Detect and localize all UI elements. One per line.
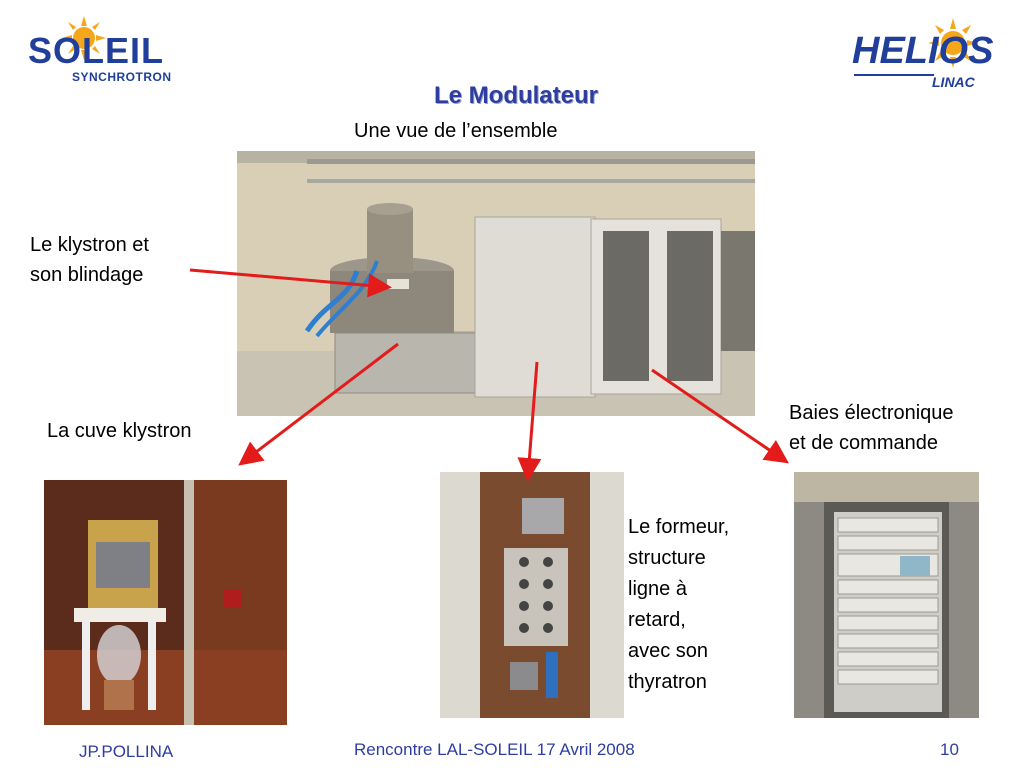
label-formeur-line: ligne à (628, 578, 687, 600)
label-cuve: La cuve klystron (47, 420, 192, 442)
slide-title: Le Modulateur (433, 82, 598, 109)
label-klystron-line2: son blindage (30, 264, 144, 286)
arrow-cuve (243, 344, 398, 462)
label-baies-line1: Baies électronique (789, 402, 954, 424)
arrow-baies (652, 370, 784, 460)
soleil-logo-sub: SYNCHROTRON (72, 70, 172, 84)
slide-subtitle: Une vue de l’ensemble (354, 120, 558, 142)
label-klystron-line1: Le klystron et (30, 234, 149, 256)
footer-author: JP.POLLINA (79, 742, 174, 761)
footer-page-number: 10 (940, 740, 959, 759)
label-formeur-line: Le formeur, (628, 516, 730, 538)
label-formeur-line: avec son (628, 640, 709, 662)
label-formeur-line: retard, (628, 609, 686, 631)
soleil-logo-word: SOLEIL (28, 30, 165, 71)
arrow-formeur (528, 362, 537, 476)
label-formeur-line: thyratron (628, 671, 707, 693)
arrow-klystron (190, 270, 386, 287)
footer-event: Rencontre LAL-SOLEIL 17 Avril 2008 (354, 740, 635, 759)
label-formeur-line: structure (628, 547, 706, 569)
helios-logo-word: HELIOS (852, 30, 994, 72)
label-baies-line2: et de commande (789, 432, 938, 454)
helios-logo-sub: LINAC (932, 74, 975, 90)
